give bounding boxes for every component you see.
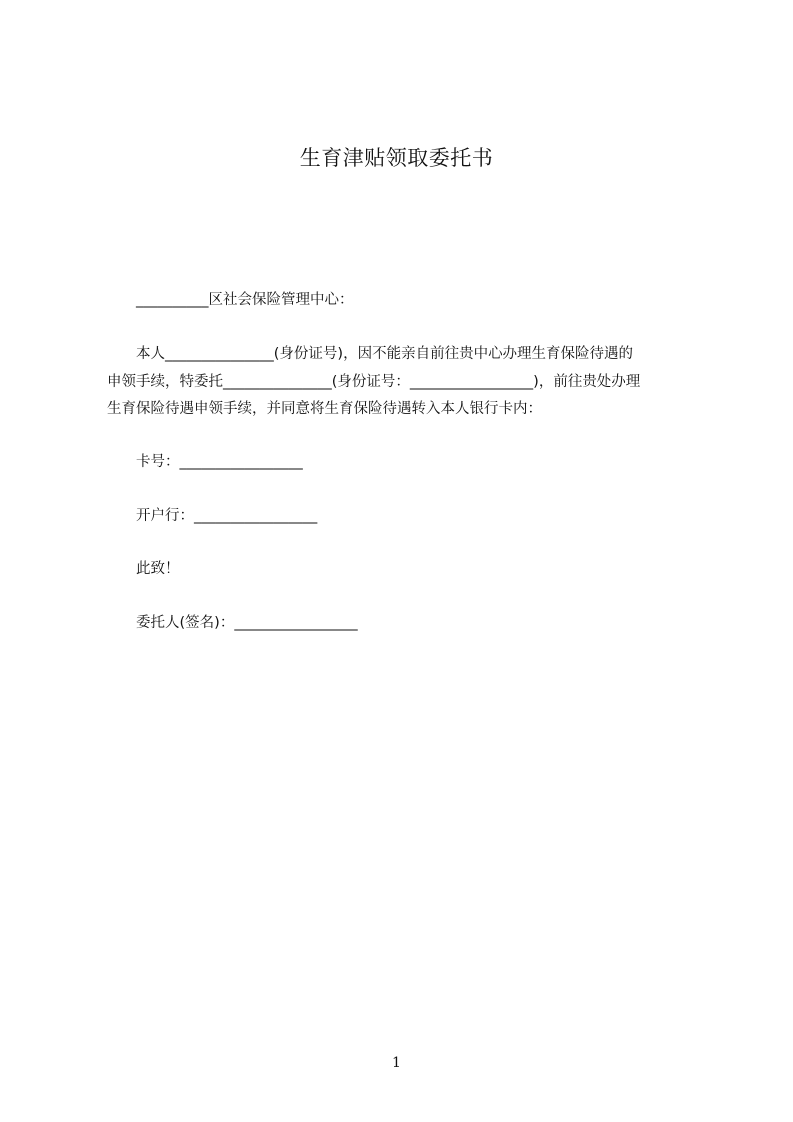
body-line-1: 本人_______________(身份证号)，因不能亲自前往贵中心办理生育保险待遇的 — [136, 346, 634, 362]
page-number: 1 — [392, 1055, 401, 1071]
body-line-3: 生育保险待遇申领手续，并同意将生育保险待遇转入本人银行卡内： — [107, 401, 542, 417]
signer-line: 委托人(签名)：_________________ — [136, 615, 358, 631]
closing-line: 此致！ — [136, 561, 180, 577]
bank-line: 开户行：_________________ — [136, 508, 318, 524]
document-title: 生育津贴领取委托书 — [299, 146, 494, 170]
card-number-line: 卡号：_________________ — [136, 454, 303, 470]
addressee-line: __________区社会保险管理中心： — [136, 292, 354, 308]
body-line-2: 申领手续，特委托_______________(身份证号：_________________)，前往贵处办理 — [107, 374, 641, 390]
